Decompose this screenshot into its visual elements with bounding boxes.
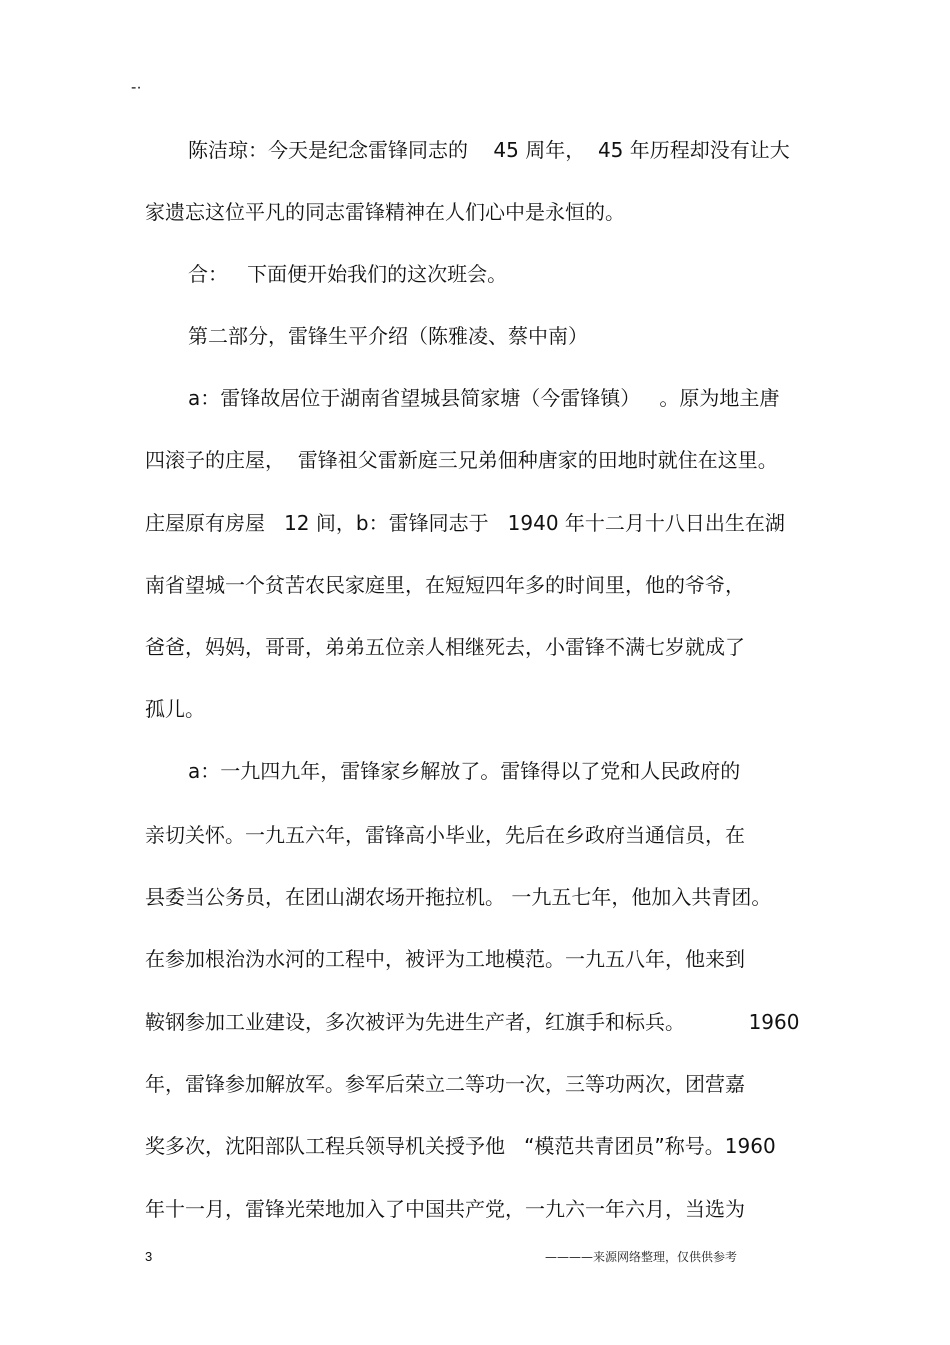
section-heading: 第二部分，雷锋生平介绍（陈雅凌、蔡中南） — [188, 324, 588, 348]
text-line-1: 陈洁琼：今天是纪念雷锋同志的 45 周年， 45 年历程却没有让大 — [188, 138, 790, 162]
text-line-2: 家遗忘这位平凡的同志雷锋精神在人们心中是永恒的。 — [145, 200, 625, 224]
text-line-8: 南省望城一个贫苦农民家庭里，在短短四年多的时间里，他的爷爷， — [145, 573, 745, 597]
text-line-7: 庄屋原有房屋 12 间，b：雷锋同志于 1940 年十二月十八日出生在湖 — [145, 511, 785, 535]
text-line-15: 鞍钢参加工业建设，多次被评为先进生产者，红旗手和标兵。 1960 — [145, 1010, 800, 1034]
text-line-14: 在参加根治沩水河的工程中，被评为工地模范。一九五八年，他来到 — [145, 947, 745, 971]
text-line-13: 县委当公务员，在团山湖农场开拖拉机。 一九五七年，他加入共青团。 — [145, 885, 772, 909]
text-line-17: 奖多次，沈阳部队工程兵领导机关授予他 “模范共青团员”称号。1960 — [145, 1134, 776, 1158]
page-number: 3 — [145, 1249, 153, 1264]
text-line-11: a：一九四九年，雷锋家乡解放了。雷锋得以了党和人民政府的 — [188, 759, 741, 783]
text-line-18: 年十一月，雷锋光荣地加入了中国共产党，一九六一年六月，当选为 — [145, 1197, 745, 1221]
text-line-3: 合： 下面便开始我们的这次班会。 — [188, 262, 508, 286]
footer-note: ————来源网络整理，仅供供参考 — [545, 1250, 738, 1264]
text-line-12: 亲切关怀。一九五六年，雷锋高小毕业，先后在乡政府当通信员，在 — [145, 823, 745, 847]
text-line-9: 爸爸，妈妈，哥哥，弟弟五位亲人相继死去，小雷锋不满七岁就成了 — [145, 635, 745, 659]
text-line-16: 年，雷锋参加解放军。参军后荣立二等功一次，三等功两次，团营嘉 — [145, 1072, 745, 1096]
page-marker: -· — [131, 79, 142, 96]
text-line-5: a：雷锋故居位于湖南省望城县简家塘（今雷锋镇） 。原为地主唐 — [188, 386, 780, 410]
text-line-6: 四滚子的庄屋， 雷锋祖父雷新庭三兄弟佃种唐家的田地时就住在这里。 — [145, 448, 778, 472]
text-line-10: 孤儿。 — [145, 697, 205, 721]
